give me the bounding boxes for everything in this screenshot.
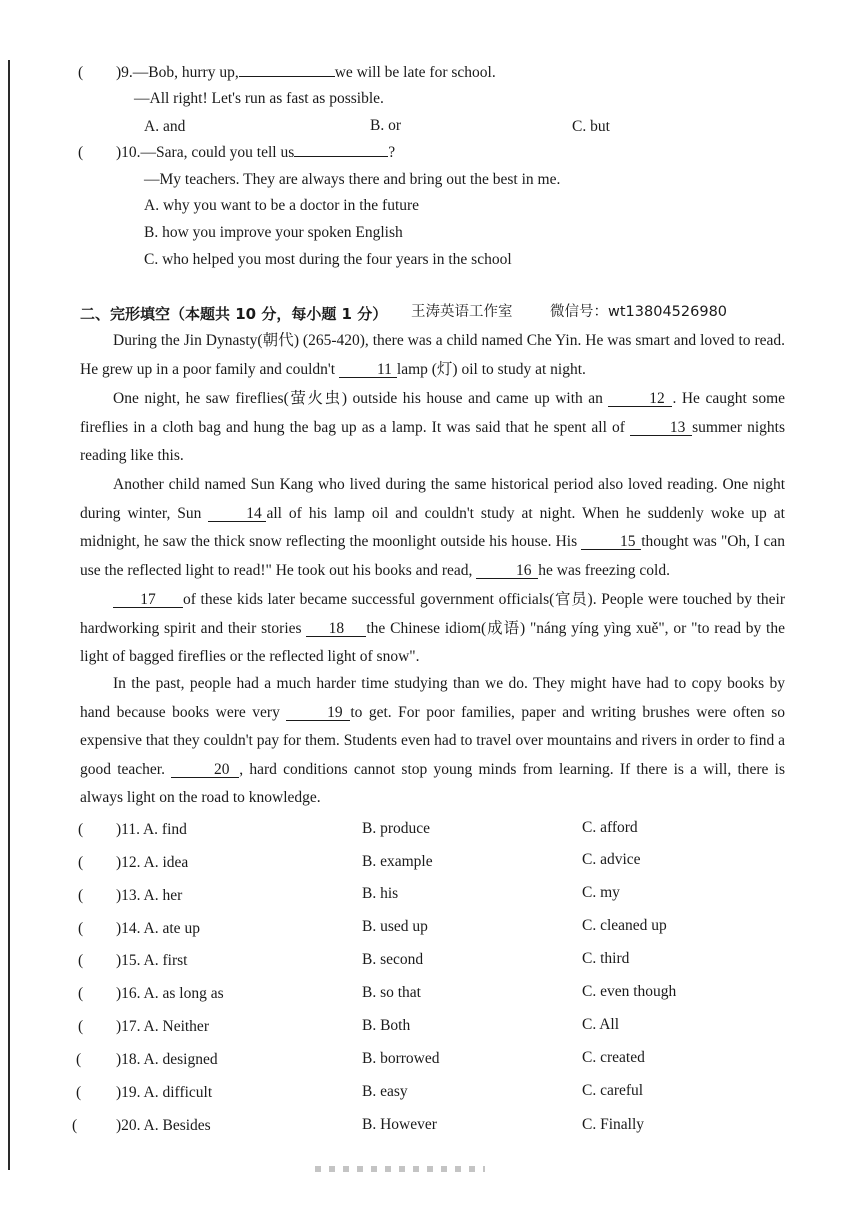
passage-text: Another child named Sun Kang who lived during the same historical period also loved reading. One night during winter, Sun (80, 476, 785, 522)
stem-text: ? (388, 144, 396, 161)
option-b: B. example (362, 853, 433, 870)
option-c: C. even though (582, 983, 677, 1000)
blank-17: 17 (113, 592, 183, 608)
option-a: )18. A. designed (116, 1051, 218, 1068)
option-b: B. so that (362, 984, 421, 1001)
blank-11: 11 (339, 362, 397, 378)
passage-text: all of his lamp oil and couldn't study at night. When he suddenly woke up at midnight, he saw the thick snow reflecting the moonlight outside his house. His (80, 504, 785, 551)
option-a: )11. A. find (116, 821, 187, 838)
option-b: B. However (362, 1116, 437, 1133)
passage-text: . He caught some fireflies in a cloth bag and hung the bag up as a lamp. It was said that he spent all of (80, 390, 786, 436)
blank-20: 20 (171, 762, 239, 778)
wechat-id: 微信号：wt13804526980 (550, 304, 728, 320)
question-number: )10. (116, 144, 141, 161)
option-a: )20. A. Besides (116, 1117, 211, 1134)
passage-paragraph-5 (80, 670, 785, 813)
option-a: )15. A. first (116, 952, 188, 969)
blank-18: 18 (306, 621, 366, 637)
answer-blank (239, 76, 335, 77)
option-c: C. careful (582, 1082, 644, 1099)
answer-paren[interactable]: ( (78, 144, 84, 161)
passage-paragraph-1 (80, 327, 785, 384)
option-c: C. All (582, 1016, 620, 1033)
option-b: B. his (362, 885, 399, 902)
stem-text: we will be late for school. (334, 64, 496, 81)
answer-paren[interactable]: ( (78, 887, 84, 904)
passage-text: , hard conditions cannot stop young minds from learning. If there is a will, there is always light on the road to knowledge. (80, 760, 786, 807)
passage-text: thought was "Oh, I can use the reflected light to read!" He took out his books and read, (80, 533, 786, 579)
option-a: )17. A. Neither (116, 1018, 209, 1035)
option-a: )16. A. as long as (116, 985, 224, 1002)
option-b: B. easy (362, 1083, 408, 1100)
option-b: B. Both (362, 1017, 411, 1034)
blank-19: 19 (286, 705, 350, 721)
option-a: A. and (144, 118, 186, 135)
scan-smudge (315, 1166, 485, 1172)
answer-paren[interactable]: ( (76, 1084, 82, 1101)
answer-paren[interactable]: ( (78, 1018, 84, 1035)
option-b: B. produce (362, 820, 431, 837)
answer-paren[interactable]: ( (78, 821, 84, 838)
reply-text: —All right! Let's run as fast as possible. (134, 90, 384, 107)
option-a: )14. A. ate up (116, 920, 200, 937)
option-c: C. my (582, 884, 620, 901)
answer-paren[interactable]: ( (78, 952, 84, 969)
option-c: C. afford (582, 819, 638, 836)
passage-paragraph-4 (80, 586, 785, 672)
passage-text: he was freezing cold. (538, 561, 670, 579)
answer-blank (294, 156, 388, 157)
blank-13: 13 (630, 420, 692, 436)
answer-paren[interactable]: ( (78, 920, 84, 937)
passage-text: to get. For poor families, paper and writing brushes were often so expensive that they couldn't pay for them. Students even had to travel over mountains and rivers in order to find a good teacher. (80, 703, 785, 778)
option-a: )19. A. difficult (116, 1084, 213, 1101)
answer-paren[interactable]: ( (78, 985, 84, 1002)
passage-text: summer nights reading like this. (80, 418, 785, 465)
question-number: )9. (116, 64, 133, 81)
option-c: C. cleaned up (582, 917, 667, 934)
answer-paren[interactable]: ( (78, 64, 84, 81)
option-c: C. created (582, 1049, 645, 1066)
option-b: B. second (362, 951, 424, 968)
passage-text: of these kids later became successful government officials(官员). People were touched by their hardworking spirit and their stories (80, 591, 785, 637)
answer-paren[interactable]: ( (78, 854, 84, 871)
option-a: )13. A. her (116, 887, 183, 904)
blank-15: 15 (581, 534, 641, 550)
passage-text: the Chinese idiom(成语) "náng yíng yìng xuě", or "to read by the light of bagged fireflies or the reflected light of snow". (80, 619, 785, 666)
passage-text: One night, he saw fireflies(萤火虫) outside his house and came up with an (113, 390, 603, 407)
blank-12: 12 (608, 391, 672, 407)
option-b: B. how you improve your spoken English (144, 224, 403, 241)
option-c: C. who helped you most during the four years in the school (144, 251, 512, 268)
option-c: C. Finally (582, 1116, 645, 1133)
passage-text: During the Jin Dynasty(朝代) (265-420), there was a child named Che Yin. He was smart and loved to read. He grew up in a poor family and couldn't (80, 332, 785, 378)
option-c: C. but (572, 118, 610, 135)
reply-text: —My teachers. They are always there and bring out the best in me. (144, 171, 561, 188)
option-a: )12. A. idea (116, 854, 189, 871)
passage-text: In the past, people had a much harder time studying than we do. They might have had to copy books by hand because books were very (80, 675, 785, 721)
option-b: B. or (370, 117, 401, 134)
question-stem (116, 144, 395, 162)
question-stem (116, 64, 496, 82)
stem-text: —Bob, hurry up, (132, 64, 239, 81)
option-b: B. used up (362, 918, 428, 935)
option-a: A. why you want to be a doctor in the future (144, 197, 420, 214)
blank-16: 16 (476, 563, 538, 579)
passage-paragraph-2 (80, 385, 785, 471)
blank-14: 14 (208, 506, 266, 522)
passage-text: lamp (灯) oil to study at night. (396, 360, 586, 378)
option-b: B. borrowed (362, 1050, 440, 1067)
stem-text: —Sara, could you tell us (140, 144, 295, 161)
studio-name: 王涛英语工作室 (411, 304, 513, 320)
answer-paren[interactable]: ( (72, 1117, 78, 1134)
section-title: 二、完形填空（本题共 10 分，每小题 1 分） (80, 305, 388, 323)
option-c: C. advice (582, 851, 641, 868)
page-margin-rule (8, 60, 10, 1170)
passage-paragraph-3 (80, 471, 785, 585)
option-c: C. third (582, 950, 630, 967)
answer-paren[interactable]: ( (76, 1051, 82, 1068)
